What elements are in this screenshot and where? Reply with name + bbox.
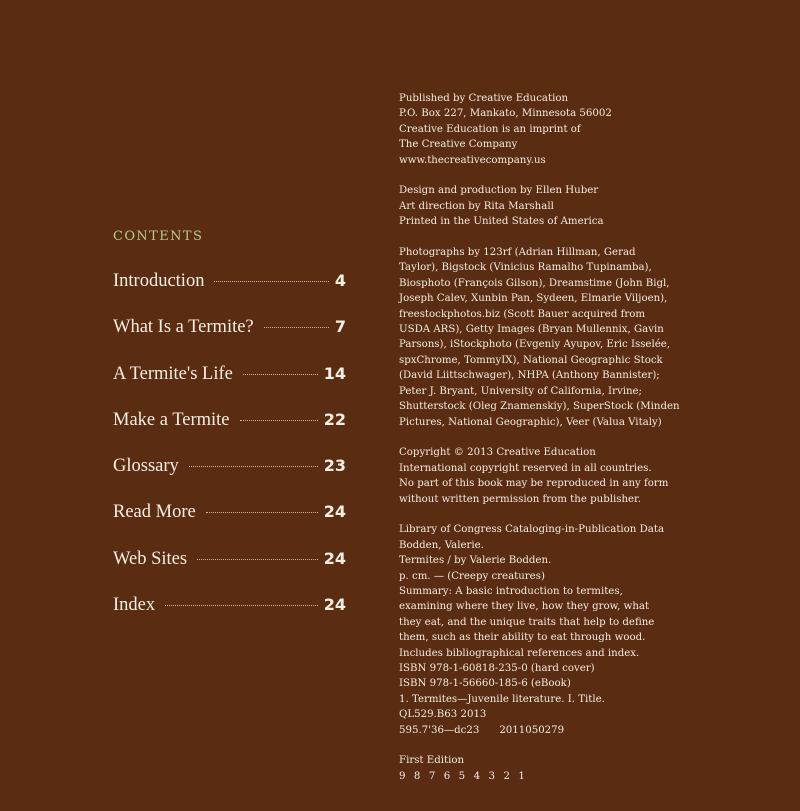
photo-credits (399, 245, 699, 430)
toc-dot-leader (206, 512, 318, 513)
toc-entry-title: What Is a Termite? (113, 317, 254, 338)
toc-entry-title: Read More (113, 502, 196, 523)
toc-entry-title: Make a Termite (113, 409, 230, 430)
cip-line: they eat, and the unique traits that help to define (399, 616, 655, 628)
production-line: Art direction by Rita Marshall (399, 200, 554, 212)
toc-dot-leader (197, 559, 318, 560)
toc-entry[interactable] (113, 456, 346, 502)
publisher-info (399, 91, 699, 168)
toc-entry-page: 22 (323, 409, 346, 429)
colophon (399, 91, 699, 784)
toc-list (113, 271, 346, 641)
cip-line: p. cm. — (Creepy creatures) (399, 570, 545, 582)
contents-heading: CONTENTS (113, 229, 204, 244)
photo-credit-line: USDA ARS), Getty Images (Bryan Mullennix, Gavin (399, 324, 664, 336)
toc-entry-page: 24 (323, 595, 346, 615)
toc-entry[interactable] (113, 271, 346, 317)
cip-line: 1. Termites—Juvenile literature. I. Title. (399, 693, 605, 705)
lccn-number: 2011050279 (499, 724, 565, 736)
toc-entry-title: Introduction (113, 271, 205, 291)
cip-line: QL529.B63 2013 (399, 709, 487, 721)
photo-credit-line: spxChrome, TommyIX), National Geographic Stock (399, 354, 663, 366)
toc-entry-page: 4 (334, 271, 346, 290)
cip-line: Bodden, Valerie. (399, 539, 484, 551)
copyright-line: No part of this book may be reproduced in any form (399, 478, 669, 490)
copyright-line: Copyright © 2013 Creative Education (399, 447, 596, 459)
publisher-line: P.O. Box 227, Mankato, Minnesota 56002 (399, 108, 612, 120)
toc-entry-page: 14 (323, 363, 346, 383)
toc-entry-page: 7 (334, 317, 346, 337)
toc-dot-leader (189, 466, 318, 467)
toc-entry-title: Index (113, 595, 156, 616)
toc-dot-leader (264, 327, 329, 328)
production-line: Printed in the United States of America (399, 216, 604, 228)
toc-entry-page: 24 (323, 502, 346, 522)
photo-credit-line: Photographs by 123rf (Adrian Hillman, Gerad (399, 247, 636, 259)
photo-credit-line: Taylor), Bigstock (Vinicius Ramalho Tupinamba), (399, 262, 652, 274)
publisher-line: The Creative Company (399, 139, 518, 151)
photo-credit-line: Joseph Calev, Xunbin Pan, Sydeen, Elmarie Viljoen), (399, 293, 668, 305)
cip-line: Termites / by Valerie Bodden. (399, 555, 552, 567)
publisher-line: Published by Creative Education (399, 93, 569, 104)
photo-credit-line: Shutterstock (Oleg Znamenskiy), SuperStock (Minden (399, 401, 680, 413)
photo-credit-line: freestockphotos.biz (Scott Bauer acquired from (399, 308, 646, 320)
photo-credit-line: Parsons), iStockphoto (Evgeniy Ayupov, Eric Isselée, (399, 339, 671, 351)
photo-credit-line: Pictures, National Geographic), Veer (Valua Vitaly) (399, 416, 662, 428)
toc-entry[interactable] (113, 502, 346, 548)
copyright-line: International copyright reserved in all countries. (399, 462, 652, 474)
cip-line: them, such as their ability to eat through wood. (399, 632, 646, 644)
toc-entry-page: 23 (323, 456, 346, 476)
toc-dot-leader (243, 374, 318, 375)
cip-line: examining where they live, how they grow, what (399, 601, 650, 613)
toc-dot-leader (165, 605, 318, 606)
copyright-notice (399, 445, 699, 507)
toc-entry[interactable] (113, 317, 346, 363)
photo-credit-line: (David Liittschwager), NHPA (Anthony Bannister); (399, 370, 660, 382)
edition-info (399, 753, 699, 784)
cip-line: Summary: A basic introduction to termites, (399, 585, 623, 597)
production-credits (399, 183, 699, 229)
toc-dot-leader (214, 281, 328, 282)
table-of-contents (113, 228, 346, 641)
printing-line: 9 8 7 6 5 4 3 2 1 (399, 770, 528, 782)
toc-entry-title: Glossary (113, 456, 179, 477)
copyright-line: without written permission from the publisher. (399, 493, 642, 505)
publisher-line: www.thecreativecompany.us (399, 154, 546, 166)
classification-line (399, 723, 699, 738)
photo-credit-line: Peter J. Bryant, University of California, Irvine; (399, 385, 642, 397)
classification-number: 595.7'36—dc23 (399, 724, 480, 736)
production-line: Design and production by Ellen Huber (399, 185, 599, 197)
toc-entry[interactable] (113, 410, 346, 456)
toc-entry[interactable] (113, 364, 346, 410)
cip-line: Library of Congress Cataloging-in-Publication Data (399, 524, 665, 536)
toc-entry-title: Web Sites (113, 548, 188, 569)
toc-entry-page: 24 (323, 548, 346, 568)
cip-line: Includes bibliographical references and index. (399, 647, 640, 659)
cip-line: ISBN 978-1-60818-235-0 (hard cover) (399, 662, 595, 674)
toc-entry-title: A Termite's Life (113, 363, 233, 384)
photo-credit-line: Biosphoto (François Gilson), Dreamstime (John Bigl, (399, 277, 670, 289)
edition-label: First Edition (399, 755, 465, 767)
publisher-line: Creative Education is an imprint of (399, 123, 581, 135)
toc-dot-leader (240, 420, 318, 421)
cataloging-data (399, 522, 699, 722)
cip-line: ISBN 978-1-56660-185-6 (eBook) (399, 678, 571, 690)
toc-entry[interactable] (113, 549, 346, 595)
toc-entry[interactable] (113, 595, 346, 641)
